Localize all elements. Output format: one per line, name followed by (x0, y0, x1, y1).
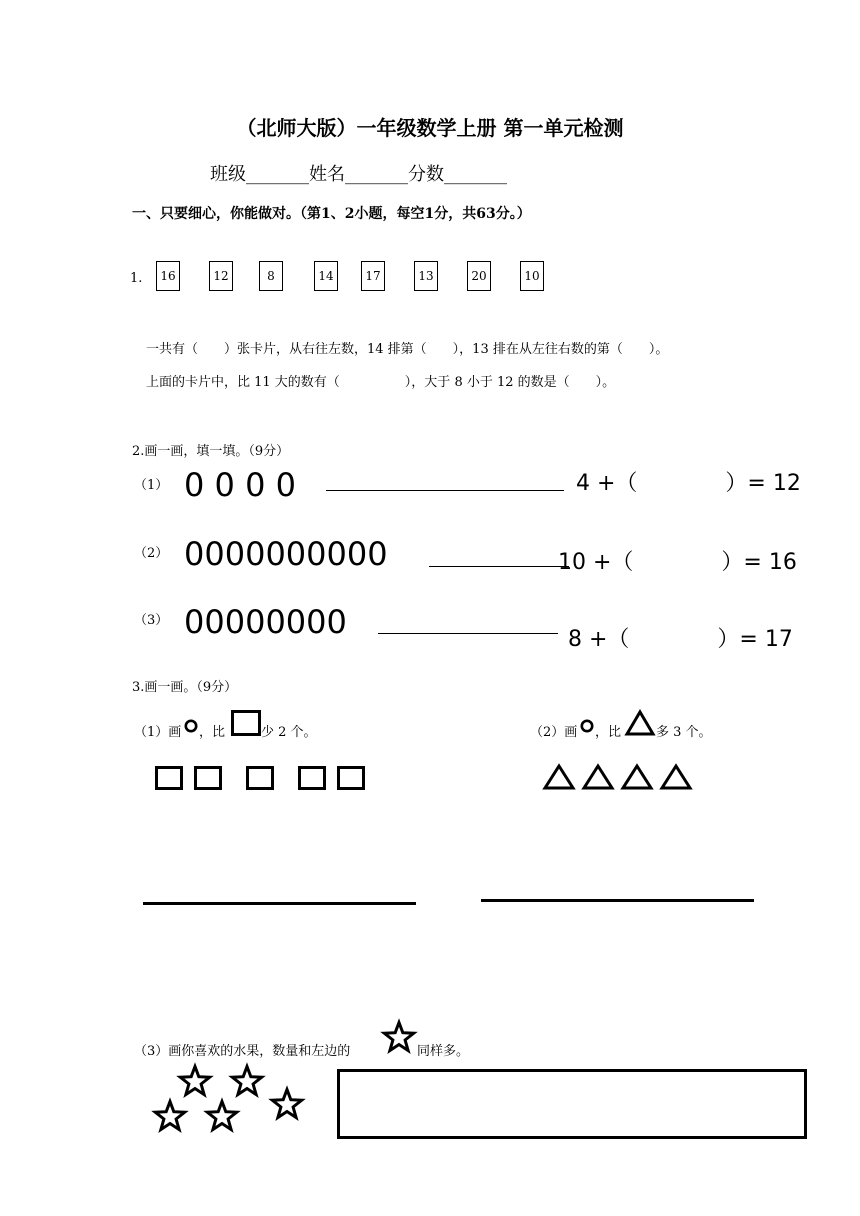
answer-line (429, 566, 569, 567)
circle-row: 0 0 0 0 (184, 466, 296, 504)
square-icon (194, 766, 222, 790)
q1-text-line2: 上面的卡片中，比 11 大的数有（ ），大于 8 小于 12 的数是（ ）。 (146, 375, 616, 390)
number-card: 8 (259, 261, 283, 291)
star-icon (382, 1021, 416, 1053)
star-icon (205, 1100, 239, 1132)
answer-line (326, 490, 564, 491)
number-card: 14 (314, 261, 338, 291)
square-icon (155, 766, 183, 790)
q1-text-line1: 一共有（ ）张卡片，从右往左数，14 排第（ ），13 排在从左往右数的第（ ）。 (146, 342, 669, 357)
circle-icon (184, 719, 198, 733)
star-icon (230, 1065, 264, 1097)
part3-text-b: 同样多。 (417, 1044, 470, 1059)
square-icon (246, 766, 274, 790)
triangle-icon (621, 764, 653, 790)
part1-text-b: ，比 (199, 725, 226, 740)
part2-text-a: （2）画 (530, 725, 578, 740)
student-info-line: 班级_______姓名_______分数_______ (210, 164, 507, 185)
page-title: （北师大版）一年级数学上册 第一单元检测 (236, 116, 624, 140)
fruit-drawing-box[interactable] (337, 1069, 807, 1139)
triangle-icon (625, 710, 655, 736)
star-icon (178, 1065, 212, 1097)
triangle-icon (582, 764, 614, 790)
square-icon (337, 766, 365, 790)
row-label: （3） (134, 613, 169, 628)
drawing-answer-line (143, 902, 416, 905)
row-label: （1） (134, 478, 169, 493)
number-card: 13 (414, 261, 438, 291)
section-heading: 一、只要细心，你能做对。（第1、2小题，每空1分，共63分。） (132, 206, 531, 222)
triangle-icon (660, 764, 692, 790)
part2-text-c: 多 3 个。 (656, 725, 712, 740)
row-label: （2） (134, 546, 169, 561)
drawing-answer-line (481, 899, 754, 902)
number-card: 17 (361, 261, 385, 291)
equation: 8 +（ ）= 17 (568, 627, 793, 652)
star-icon (270, 1088, 304, 1120)
q2-heading: 2.画一画，填一填。（9分） (132, 444, 290, 459)
square-icon (231, 710, 261, 736)
question-number: 1. (130, 271, 143, 286)
number-card: 20 (467, 261, 491, 291)
square-icon (298, 766, 326, 790)
equation: 4 +（ ）= 12 (576, 471, 801, 496)
part3-text-a: （3）画你喜欢的水果，数量和左边的 (134, 1044, 351, 1059)
equation: 10 +（ ）= 16 (558, 550, 797, 575)
number-card: 10 (520, 261, 544, 291)
answer-line (378, 633, 558, 634)
part1-text-c: 少 2 个。 (261, 725, 317, 740)
triangle-icon (543, 764, 575, 790)
part2-text-b: ，比 (595, 725, 622, 740)
number-card: 16 (156, 261, 180, 291)
q3-heading: 3.画一画。（9分） (132, 680, 238, 695)
star-icon (153, 1100, 187, 1132)
circle-row: 0000000000 (184, 535, 388, 573)
circle-icon (580, 719, 594, 733)
circle-row: 00000000 (184, 603, 347, 641)
number-card: 12 (209, 261, 233, 291)
part1-text-a: （1）画 (134, 725, 182, 740)
